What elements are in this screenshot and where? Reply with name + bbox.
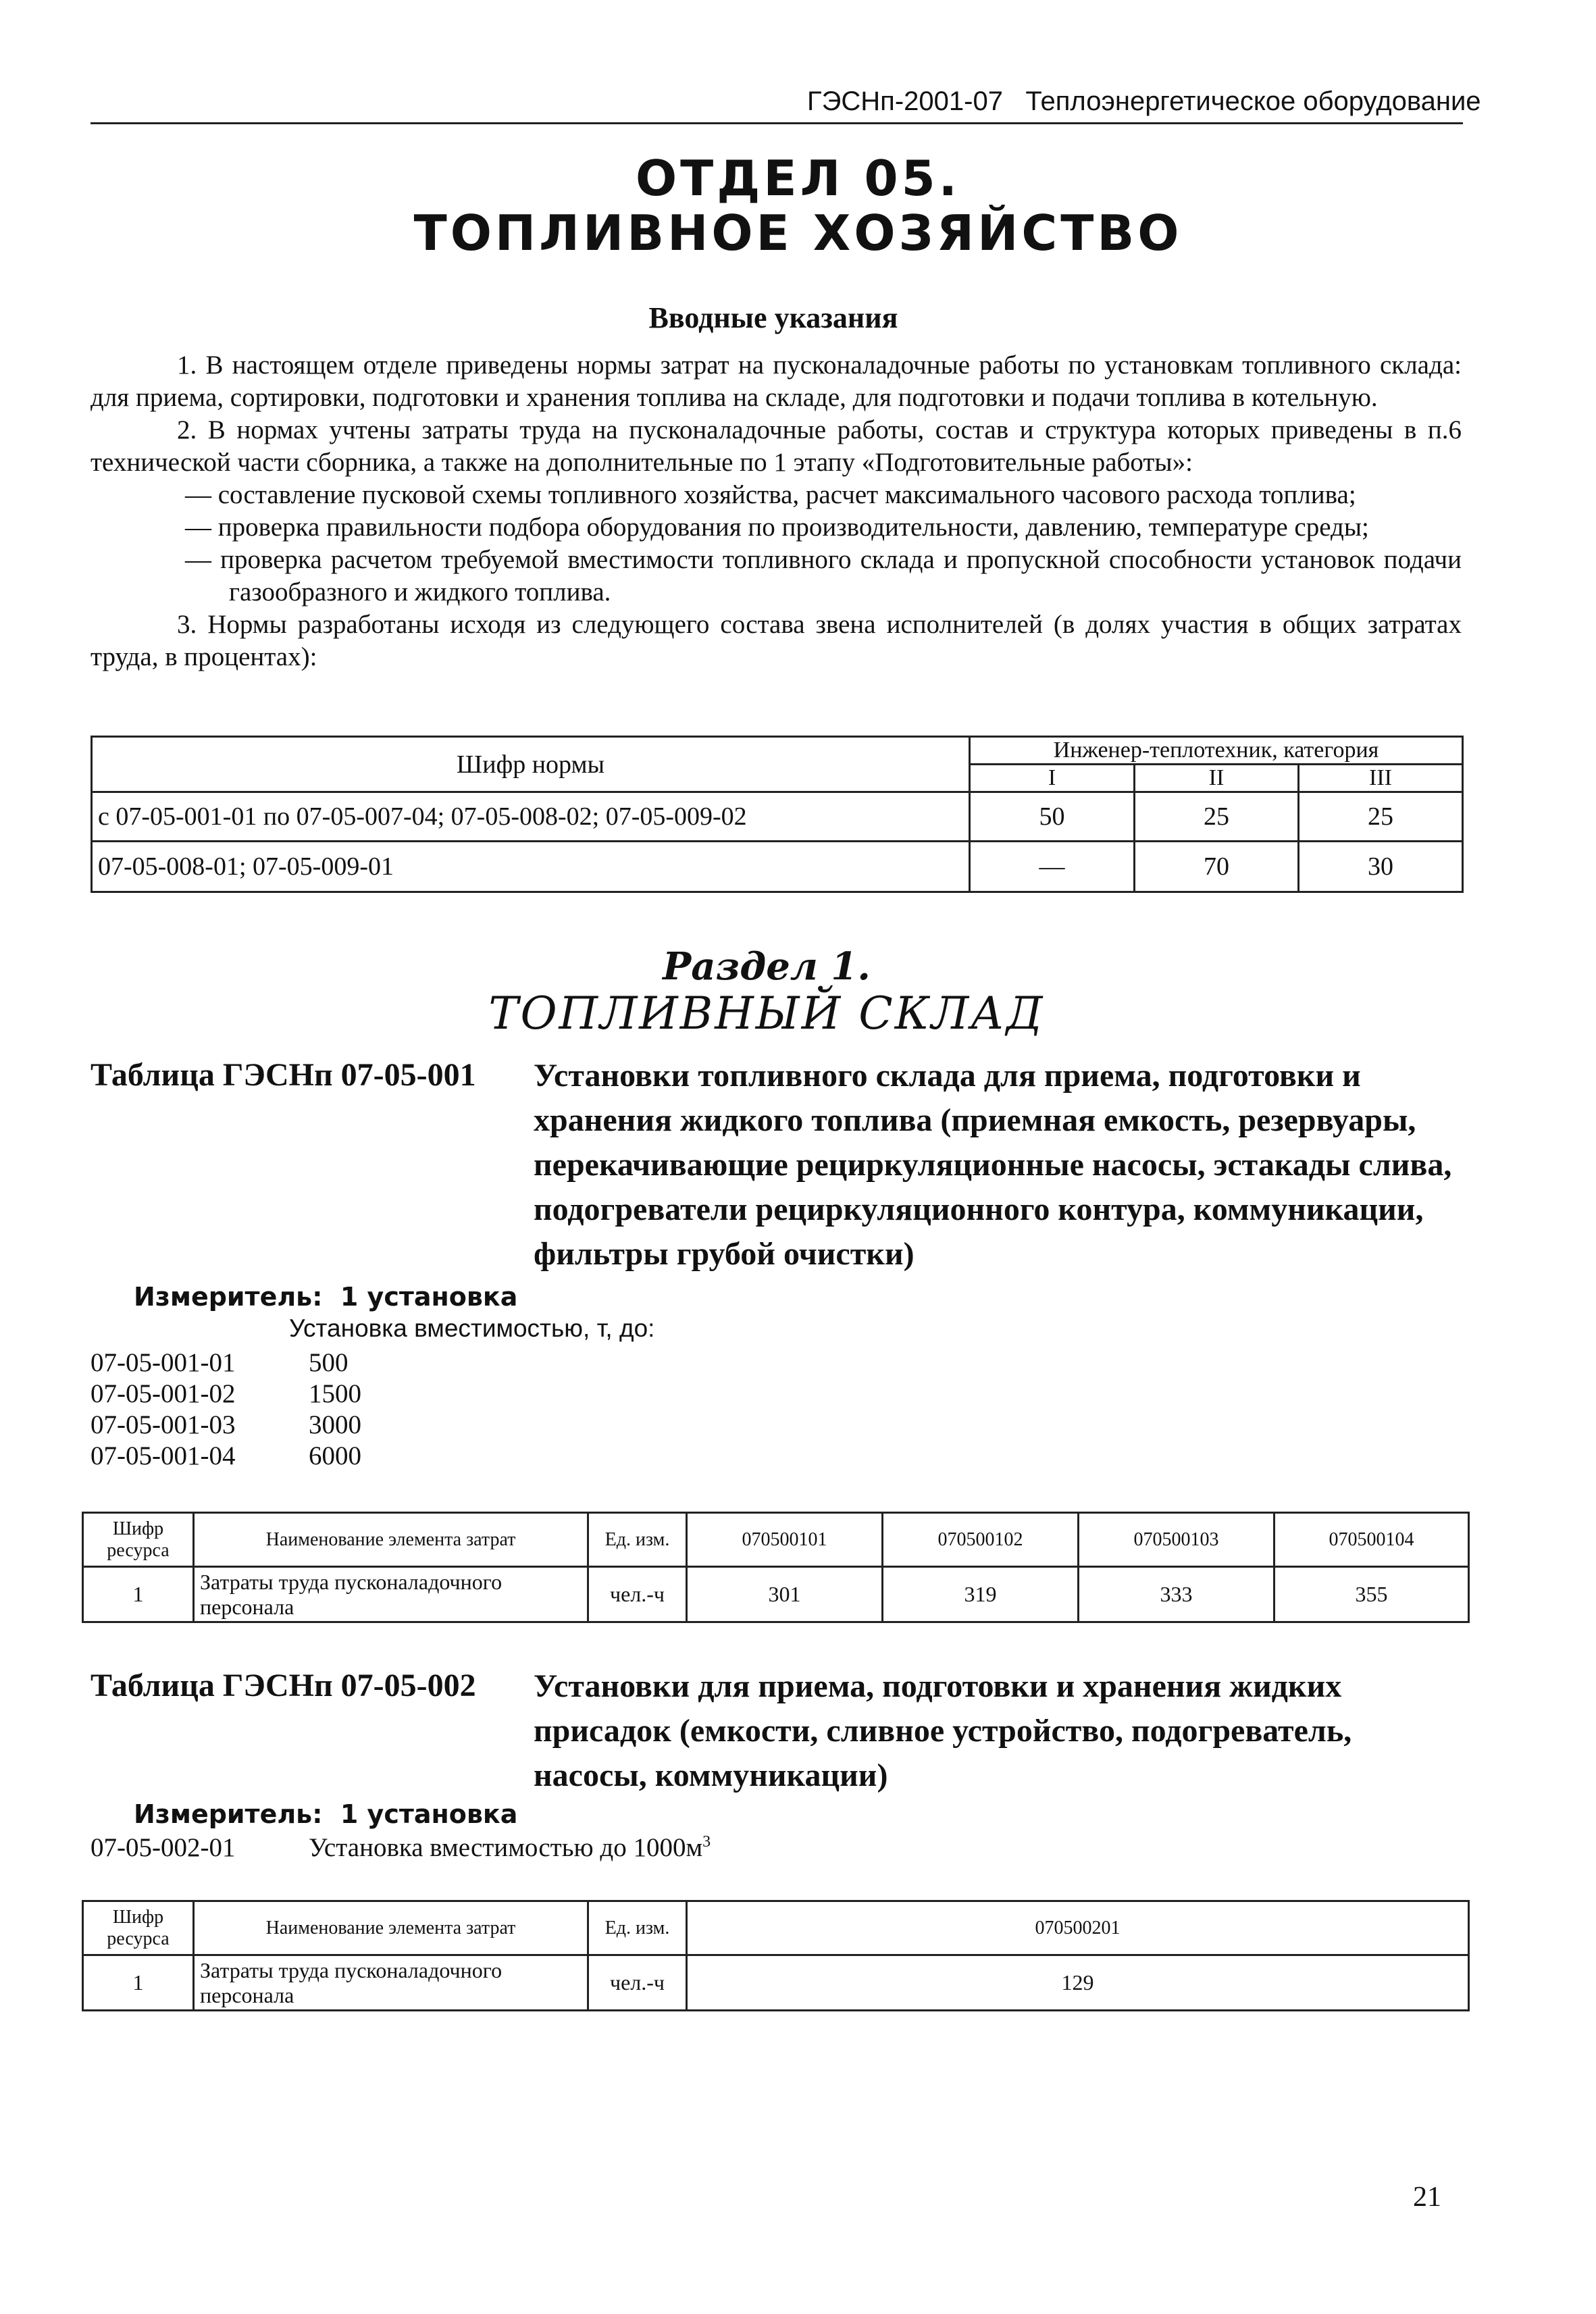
running-header bbox=[807, 86, 1481, 117]
table1-code: Таблица ГЭСНп 07-05-001 bbox=[91, 1057, 476, 1093]
department-title: ТОПЛИВНОЕ ХОЗЯЙСТВО bbox=[413, 205, 1183, 261]
crew-row-value: 50 bbox=[970, 792, 1135, 842]
intro-paragraph-2: 2. В нормах учтены затраты труда на пусконаладочные работы, состав и структура которых приведены в п.6 технической части сборника, а также на дополнительные по 1 этапу «Подготовительные работы»: bbox=[91, 415, 1462, 477]
header-title: Теплоэнергетическое оборудование bbox=[1025, 86, 1481, 116]
norm-code: 07-05-001-04 bbox=[91, 1441, 236, 1470]
norm-text-sup: 3 bbox=[702, 1833, 711, 1851]
norm-text bbox=[309, 1832, 711, 1863]
res-header-col: 070500201 bbox=[687, 1901, 1469, 1955]
norm-code: 07-05-002-01 bbox=[91, 1833, 236, 1862]
intro-bullet: — проверка расчетом требуемой вместимости топливного склада и пропускной способности установок подачи газообразного и жидкого топлива. bbox=[185, 545, 1462, 607]
measure-label: Измеритель: bbox=[134, 1282, 323, 1312]
table2-code: Таблица ГЭСНп 07-05-002 bbox=[91, 1668, 476, 1703]
res-row-code: 1 bbox=[83, 1567, 194, 1622]
res-header-code: Шифр ресурса bbox=[83, 1901, 194, 1955]
res-header-code: Шифр ресурса bbox=[83, 1513, 194, 1567]
table-row bbox=[83, 1955, 1469, 2011]
intro-paragraph-3: 3. Нормы разработаны исходя из следующего состава звена исполнителей (в долях участия в общих затратах труда, в процентах): bbox=[91, 610, 1462, 671]
res-row-name: Затраты труда пусконаладочного персонала bbox=[194, 1955, 588, 2011]
res-row-unit: чел.-ч bbox=[588, 1567, 687, 1622]
crew-row-value: — bbox=[970, 842, 1135, 892]
norm-code: 07-05-001-01 bbox=[91, 1348, 236, 1377]
norm-value: 500 bbox=[309, 1348, 349, 1377]
norm-value: 3000 bbox=[309, 1410, 361, 1439]
res-header-col: 070500102 bbox=[883, 1513, 1079, 1567]
norm-text-body: Установка вместимостью до 1000м bbox=[309, 1833, 703, 1862]
crew-category-3: III bbox=[1299, 765, 1463, 792]
table-row bbox=[92, 792, 1463, 842]
intro-title: Вводные указания bbox=[648, 301, 898, 334]
crew-header-code: Шифр нормы bbox=[92, 737, 970, 792]
measure-value: 1 установка bbox=[340, 1282, 518, 1312]
norm-value: 1500 bbox=[309, 1379, 361, 1408]
table1-description: Установки топливного склада для приема, подготовки и хранения жидкого топлива (приемная емкость, резервуары, перекачивающие рециркуляционные насосы, эстакады слива, подогреватели рециркуляционного контура, коммуникации, фильтры грубой очистки) bbox=[534, 1058, 1452, 1272]
measure-label: Измеритель: bbox=[134, 1799, 323, 1829]
res-header-unit: Ед. изм. bbox=[588, 1513, 687, 1567]
section-title: ТОПЛИВНЫЙ СКЛАД bbox=[488, 987, 1045, 1039]
table1-resources bbox=[82, 1512, 1470, 1623]
res-row-value: 301 bbox=[687, 1567, 883, 1622]
res-row-code: 1 bbox=[83, 1955, 194, 2011]
res-row-value: 319 bbox=[883, 1567, 1079, 1622]
table2-description: Установки для приема, подготовки и хранения жидких присадок (емкости, сливное устройство, подогреватель, насосы, коммуникации) bbox=[534, 1668, 1352, 1793]
res-header-unit: Ед. изм. bbox=[588, 1901, 687, 1955]
res-row-value: 333 bbox=[1079, 1567, 1275, 1622]
intro-text bbox=[91, 349, 1462, 673]
header-code: ГЭСНп-2001-07 bbox=[807, 86, 1003, 116]
res-row-value: 129 bbox=[687, 1955, 1469, 2011]
crew-row-code: с 07-05-001-01 по 07-05-007-04; 07-05-008-02; 07-05-009-02 bbox=[92, 792, 970, 842]
res-row-name: Затраты труда пусконаладочного персонала bbox=[194, 1567, 588, 1622]
measure-value: 1 установка bbox=[340, 1799, 518, 1829]
norm-code: 07-05-001-03 bbox=[91, 1410, 236, 1439]
crew-category-2: II bbox=[1135, 765, 1299, 792]
header-rule bbox=[91, 122, 1463, 124]
res-row-unit: чел.-ч bbox=[588, 1955, 687, 2011]
crew-row-value: 30 bbox=[1299, 842, 1463, 892]
crew-row-value: 25 bbox=[1135, 792, 1299, 842]
crew-row-value: 70 bbox=[1135, 842, 1299, 892]
intro-bullet: — проверка правильности подбора оборудования по производительности, давлению, температуре среды; bbox=[185, 513, 1369, 542]
crew-table bbox=[91, 736, 1464, 893]
capacity-caption: Установка вместимостью, т, до: bbox=[289, 1314, 655, 1342]
res-row-value: 355 bbox=[1275, 1567, 1469, 1622]
table2-resources bbox=[82, 1900, 1470, 2011]
crew-row-value: 25 bbox=[1299, 792, 1463, 842]
crew-category-1: I bbox=[970, 765, 1135, 792]
table-row bbox=[83, 1567, 1469, 1622]
res-header-col: 070500103 bbox=[1079, 1513, 1275, 1567]
res-header-name: Наименование элемента затрат bbox=[194, 1513, 588, 1567]
table1-measure bbox=[134, 1282, 517, 1312]
crew-row-code: 07-05-008-01; 07-05-009-01 bbox=[92, 842, 970, 892]
norm-code: 07-05-001-02 bbox=[91, 1379, 236, 1408]
crew-header-group: Инженер-теплотехник, категория bbox=[970, 737, 1463, 765]
intro-bullet: — составление пусковой схемы топливного хозяйства, расчет максимального часового расхода топлива; bbox=[185, 480, 1356, 509]
section-label: Раздел 1. bbox=[663, 944, 871, 989]
page-number: 21 bbox=[1413, 2182, 1441, 2213]
res-header-col: 070500101 bbox=[687, 1513, 883, 1567]
res-header-col: 070500104 bbox=[1275, 1513, 1469, 1567]
table-row bbox=[92, 842, 1463, 892]
norm-value: 6000 bbox=[309, 1441, 361, 1470]
intro-paragraph-1: 1. В настоящем отделе приведены нормы затрат на пусконаладочные работы по установкам топливного склада: для приема, сортировки, подготовки и хранения топлива на складе, для подготовки и подачи топлива в котельную. bbox=[91, 351, 1462, 412]
department-number: ОТДЕЛ 05. bbox=[635, 150, 961, 207]
table2-measure bbox=[134, 1799, 517, 1829]
res-header-name: Наименование элемента затрат bbox=[194, 1901, 588, 1955]
